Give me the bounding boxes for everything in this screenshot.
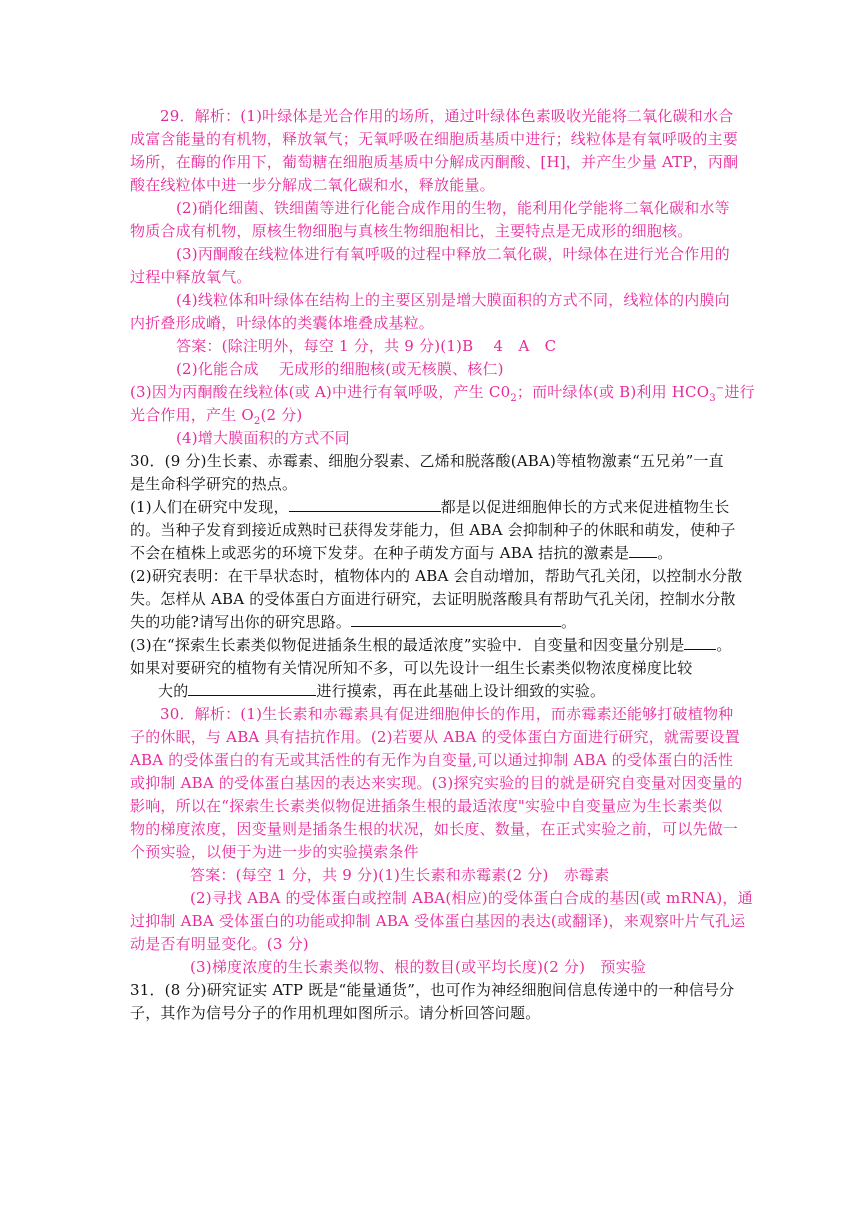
q29-analysis-line: 物质合成有机物，原核生物细胞与真核生物细胞相比，主要特点是无成形的细胞核。	[130, 222, 693, 240]
q30-question-line	[130, 496, 730, 518]
q29-analysis-line: 过程中释放氧气。	[130, 268, 252, 286]
q30-question-line	[158, 680, 758, 702]
answer-blank[interactable]	[289, 497, 441, 512]
q29-analysis-line: 场所，在酶的作用下，葡萄糖在细胞质基质中分解成丙酮酸、[H]，并产生少量 ATP，丙酮	[130, 153, 739, 171]
q29-answer-text: (3)因为丙酮酸在线粒体(或 A)中进行有氧呼吸，产生 C0	[130, 383, 511, 401]
answer-blank[interactable]	[351, 612, 561, 627]
q30-analysis-line: 影响，所以在“探索生长素类似物促进插条生根的最适浓度"实验中自变量应为生长素类似	[130, 797, 723, 815]
q30-question-line: 是生命科学研究的热点。	[130, 475, 298, 493]
q30-question-line: 30．(9 分)生长素、赤霉素、细胞分裂素、乙烯和脱落酸(ABA)等植物激素“五兄弟”一直	[130, 452, 724, 470]
question-text: 进行摸索，再在此基础上设计细致的实验。	[316, 682, 606, 700]
q29-answer-line	[130, 404, 730, 426]
question-text: 。	[561, 613, 577, 631]
q30-analysis-line: 子的休眠，与 ABA 具有拮抗作用。(2)若要从 ABA 的受体蛋白方面进行研究，就需要设置	[130, 728, 740, 746]
q30-answer-line: 过抑制 ABA 受体蛋白的功能或抑制 ABA 受体蛋白基因的表达(或翻译)，来观察叶片气孔运	[130, 912, 746, 930]
q29-analysis-line: 酸在线粒体中进一步分解成二氧化碳和水，释放能量。	[130, 176, 495, 194]
q30-analysis-line: ABA 的受体蛋白的有无或其活性的有无作为自变量,可以通过抑制 ABA 的受体蛋白的活性	[130, 751, 734, 769]
q29-answer-line: (2)化能合成 无成形的细胞核(或无核膜、核仁)	[176, 360, 504, 378]
question-text: 。	[716, 636, 732, 654]
q30-answer-line: (2)寻找 ABA 的受体蛋白或控制 ABA(相应)的受体蛋白合成的基因(或 mRNA)，通	[190, 889, 753, 907]
question-text: 失的功能?请写出你的研究思路。	[130, 613, 352, 631]
q30-analysis-line: 30．解析：(1)生长素和赤霉素具有促进细胞伸长的作用，而赤霉素还能够打破植物种	[160, 705, 734, 723]
q29-answer-text: 光合作用，产生 O	[130, 406, 254, 424]
q30-question-line	[130, 634, 730, 656]
q30-answer-line: (3)梯度浓度的生长素类似物、根的数目(或平均长度)(2 分) 预实验	[190, 958, 646, 976]
q30-question-line: (2)研究表明：在干旱状态时，植物体内的 ABA 会自动增加，帮助气孔关闭，以控制水分散	[130, 567, 743, 585]
question-text: (1)人们在研究中发现，	[130, 498, 289, 516]
question-text: 大的	[158, 682, 189, 700]
q30-question-line: 的。当种子发育到接近成熟时已获得发芽能力，但 ABA 会抑制种子的休眠和萌发，使种子	[130, 521, 736, 539]
q29-analysis-line: (4)线粒体和叶绿体在结构上的主要区别是增大膜面积的方式不同，线粒体的内膜向	[176, 291, 730, 309]
q29-answer-line: 答案：(除注明外，每空 1 分，共 9 分)(1)B 4 A C	[176, 337, 557, 355]
q30-answer-line: 动是否有明显变化。(3 分)	[130, 935, 309, 953]
q30-analysis-line: 个预实验，以便于为进一步的实验摸索条件	[130, 843, 419, 861]
q30-answer-line: 答案：(每空 1 分，共 9 分)(1)生长素和赤霉素(2 分) 赤霉素	[190, 866, 610, 884]
q29-analysis-line: 29．解析：(1)叶绿体是光合作用的场所，通过叶绿体色素吸收光能将二氧化碳和水合	[160, 107, 734, 125]
answer-blank[interactable]	[684, 635, 716, 650]
subscript: 3	[709, 393, 716, 404]
q30-question-line	[130, 542, 730, 564]
q30-question-line	[130, 611, 730, 633]
q29-analysis-line: (3)丙酮酸在线粒体进行有氧呼吸的过程中释放二氧化碳，叶绿体在进行光合作用的	[176, 245, 730, 263]
question-text: 都是以促进细胞伸长的方式来促进植物生长	[440, 498, 730, 516]
q30-analysis-line: 物的梯度浓度，因变量则是插条生根的状况，如长度、数量，在正式实验之前，可以先做一	[130, 820, 739, 838]
question-text: 。	[657, 544, 673, 562]
q30-question-line: 如果对要研究的植物有关情况所知不多，可以先设计一组生长素类似物浓度梯度比较	[130, 659, 693, 677]
answer-blank[interactable]	[629, 543, 657, 558]
subscript: 2	[510, 393, 517, 404]
q29-answer-text: 进行	[724, 383, 755, 401]
q29-analysis-line: 内折叠形成嵴，叶绿体的类囊体堆叠成基粒。	[130, 314, 435, 332]
q29-analysis-line: 成富含能量的有机物，释放氧气；无氧呼吸在细胞质基质中进行；线粒体是有氧呼吸的主要	[130, 130, 739, 148]
q29-analysis-line: (2)硝化细菌、铁细菌等进行化能合成作用的生物，能利用化学能将二氧化碳和水等	[176, 199, 730, 217]
answer-blank[interactable]	[188, 681, 316, 696]
q31-question-line: 31．(8 分)研究证实 ATP 既是“能量通货”，也可作为神经细胞间信息传递中的一种信号分	[130, 981, 735, 999]
q31-question-line: 子，其作为信号分子的作用机理如图所示。请分析回答问题。	[130, 1004, 541, 1022]
question-text: (3)在“探索生长素类似物促进插条生根的最适浓度”实验中．自变量和因变量分别是	[130, 636, 685, 654]
q29-answer-text: ；而叶绿体(或 B)利用 HCO	[516, 383, 710, 401]
subscript: 2	[253, 416, 261, 427]
q29-answer-line: (4)增大膜面积的方式不同	[176, 429, 350, 447]
q29-answer-text: (2 分)	[260, 406, 303, 424]
q29-answer-line	[130, 381, 755, 404]
q30-question-line: 失。怎样从 ABA 的受体蛋白方面进行研究，去证明脱落酸具有帮助气孔关闭，控制水分散	[130, 590, 736, 608]
superscript: −	[715, 383, 725, 394]
q30-analysis-line: 或抑制 ABA 的受体蛋白基因的表达来实现。(3)探究实验的目的就是研究自变量对因变量的	[130, 774, 743, 792]
question-text: 不会在植株上或恶劣的环境下发芽。在种子萌发方面与 ABA 拮抗的激素是	[130, 544, 630, 562]
